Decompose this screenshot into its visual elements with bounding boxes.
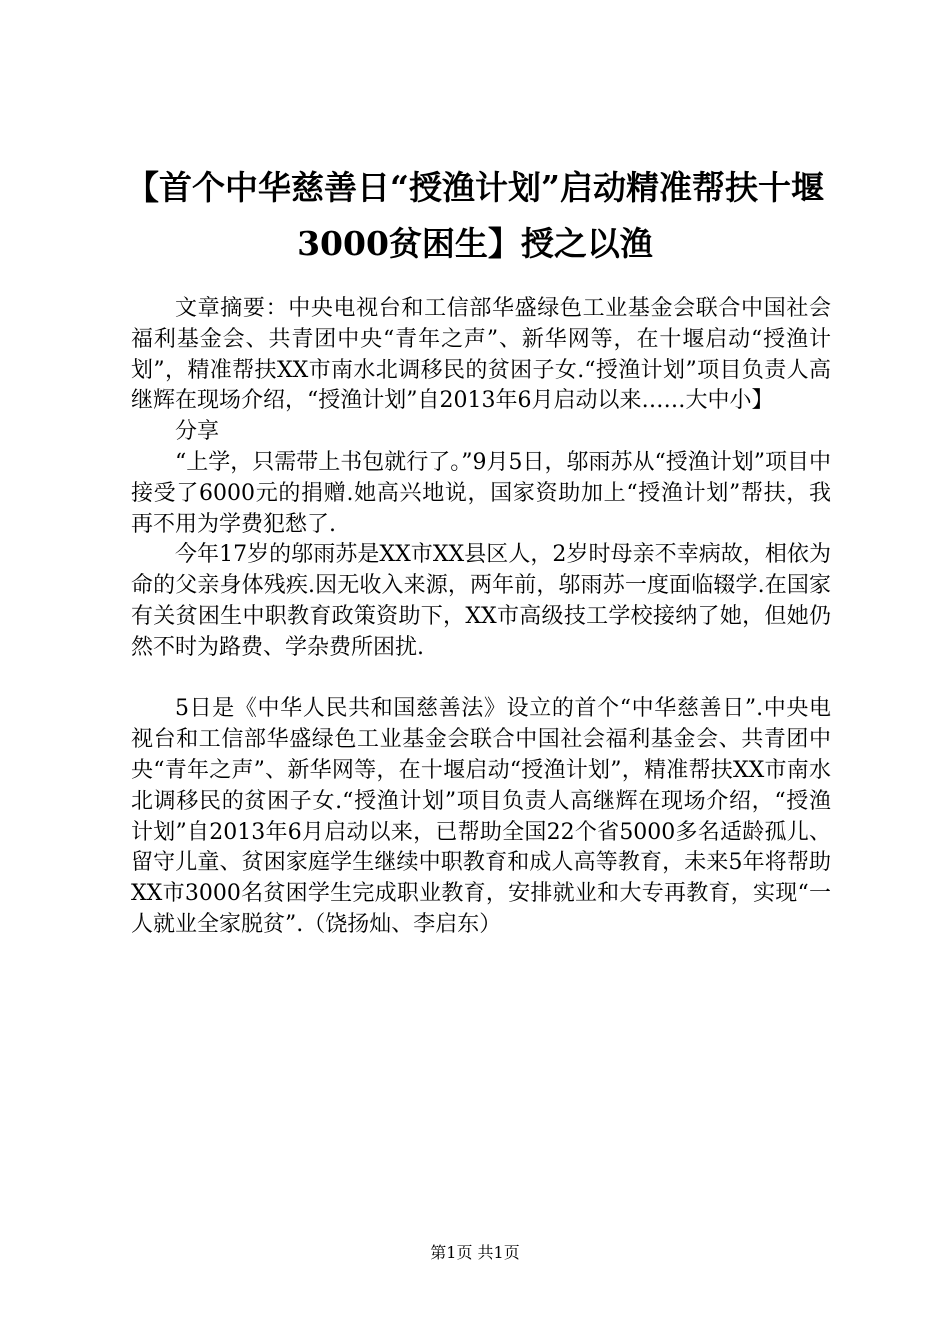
document-title: 【首个中华慈善日“授渔计划”启动精准帮扶十堰3000贫困生】授之以渔 [126,168,824,263]
paragraph-quote: “上学，只需带上书包就行了。”9月5日，邬雨苏从“授渔计划”项目中接受了6000元的捐赠.她高兴地说，国家资助加上“授渔计划”帮扶，我再不用为学费犯愁了. [131,449,831,537]
paragraph-background: 今年17岁的邬雨苏是XX市XX县区人，2岁时母亲不幸病故，相依为命的父亲身体残疾.因无收入来源，两年前，邬雨苏一度面临辍学.在国家有关贫困生中职教育政策资助下，XX市高级技工学校接纳了她，但她仍然不时为路费、学杂费所困扰. [131,542,831,660]
paragraph-abstract: 文章摘要：中央电视台和工信部华盛绿色工业基金会联合中国社会福利基金会、共青团中央“青年之声”、新华网等，在十堰启动“授渔计划”，精准帮扶XX市南水北调移民的贫困子女.“授渔计划”项目负责人高继辉在现场介绍，“授渔计划”自2013年6月启动以来……大中小】 [131,296,831,414]
paragraph-share: 分享 [175,419,220,445]
document-body [131,294,831,941]
paragraph-charity-day: 5日是《中华人民共和国慈善法》设立的首个“中华慈善日”.中央电视台和工信部华盛绿色工业基金会联合中国社会福利基金会、共青团中央“青年之声”、新华网等，在十堰启动“授渔计划”，精准帮扶XX市南水北调移民的贫困子女.“授渔计划”项目负责人高继辉在现场介绍，“授渔计划”自2013年6月启动以来，已帮助全国22个省5000多名适龄孤儿、留守儿童、贫困家庭学生继续中职教育和成人高等教育，未来5年将帮助XX市3000名贫困学生完成职业教育，安排就业和大专再教育，实现“一人就业全家脱贫”.（饶扬灿、李启东） [131,696,831,937]
page-footer: 第1页 共1页 [430,1243,520,1262]
